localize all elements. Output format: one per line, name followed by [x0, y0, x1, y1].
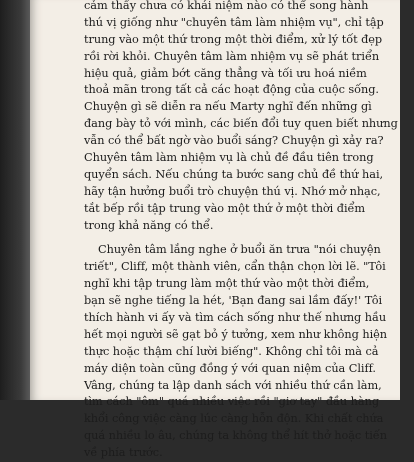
text-line: tìm cách "ôm" quá nhiều việc rồi "giơ tay" đầu hàng: [84, 395, 380, 409]
text-line: cảm thấy chưa có khái niệm nào có thể song hành: [84, 0, 369, 12]
text-line: trong khả năng có thể.: [84, 218, 214, 232]
text-line: thích hành vi ấy và tìm cách sống như thế nhưng hầu: [84, 311, 387, 325]
text-line: triết", Cliff, một thành viên, cẩn thận chọn lời lẽ. "Tôi: [84, 260, 386, 274]
text-line: máy diện toàn cũng đồng ý với quan niệm của Cliff.: [84, 361, 376, 375]
book-page: [30, 0, 400, 460]
text-line: quá nhiều lo âu, chúng ta không thể hít thở hoặc tiến: [84, 429, 387, 443]
text-line: bạn sẽ nghe tiếng la hét, 'Bạn đang sai lầm đấy!' Tôi: [84, 294, 383, 308]
text-line: thực hoặc thậm chí lười biếng". Không chỉ tôi mà cả: [84, 344, 379, 358]
text-line: quyển sách. Nếu chúng ta bước sang chủ đề thứ hai,: [84, 167, 384, 181]
paragraph-gap: [84, 234, 414, 242]
text-line: Chuyện gì sẽ diễn ra nếu Marty nghĩ đến những gì: [84, 100, 372, 114]
text-line: rồi rời khỏi. Chuyên tâm làm nhiệm vụ sẽ phát triển: [84, 49, 380, 63]
page-text: [84, 0, 414, 462]
text-line: Vâng, chúng ta lập danh sách với nhiều thứ cần làm,: [84, 378, 382, 392]
text-line: vẫn có thể bất ngờ vào buổi sáng? Chuyện gì xảy ra?: [84, 134, 384, 148]
text-line: về phía trước.: [84, 446, 163, 460]
text-line: khổi công việc càng lúc càng hỗn độn. Khi chất chứa: [84, 412, 384, 426]
text-line: trung vào một thứ trong một thời điểm, xử lý tốt đẹp: [84, 32, 383, 46]
text-line: đang bày tỏ với mình, các biến đổi tuy quen biết nhưng: [84, 117, 398, 131]
text-line: nghĩ khi tập trung làm một thứ vào một thời điểm,: [84, 277, 370, 291]
text-line: thú vị giống như "chuyên tâm làm nhiệm vụ", chỉ tập: [84, 15, 384, 29]
text-line: Chuyên tâm lắng nghe ở buổi ăn trưa "nói chuyện: [98, 243, 381, 257]
text-line: tắt bếp rồi tập trung vào một thứ ở một thời điểm: [84, 201, 366, 215]
text-line: thoả mãn trong tất cả các hoạt động của cuộc sống.: [84, 83, 379, 97]
paragraph-2: [84, 242, 414, 462]
book-gutter-shadow: [0, 0, 30, 400]
text-line: Chuyên tâm làm nhiệm vụ là chủ đề đầu tiên trong: [84, 151, 374, 165]
paragraph-1: [84, 0, 414, 234]
text-line: hiệu quả, giảm bớt căng thẳng và tối ưu hoá niềm: [84, 66, 367, 80]
text-line: hãy tận hưởng buổi trò chuyện thú vị. Nhớ mở nhạc,: [84, 184, 381, 198]
text-line: hết mọi người sẽ gạt bỏ ý tưởng, xem như không hiện: [84, 327, 388, 341]
